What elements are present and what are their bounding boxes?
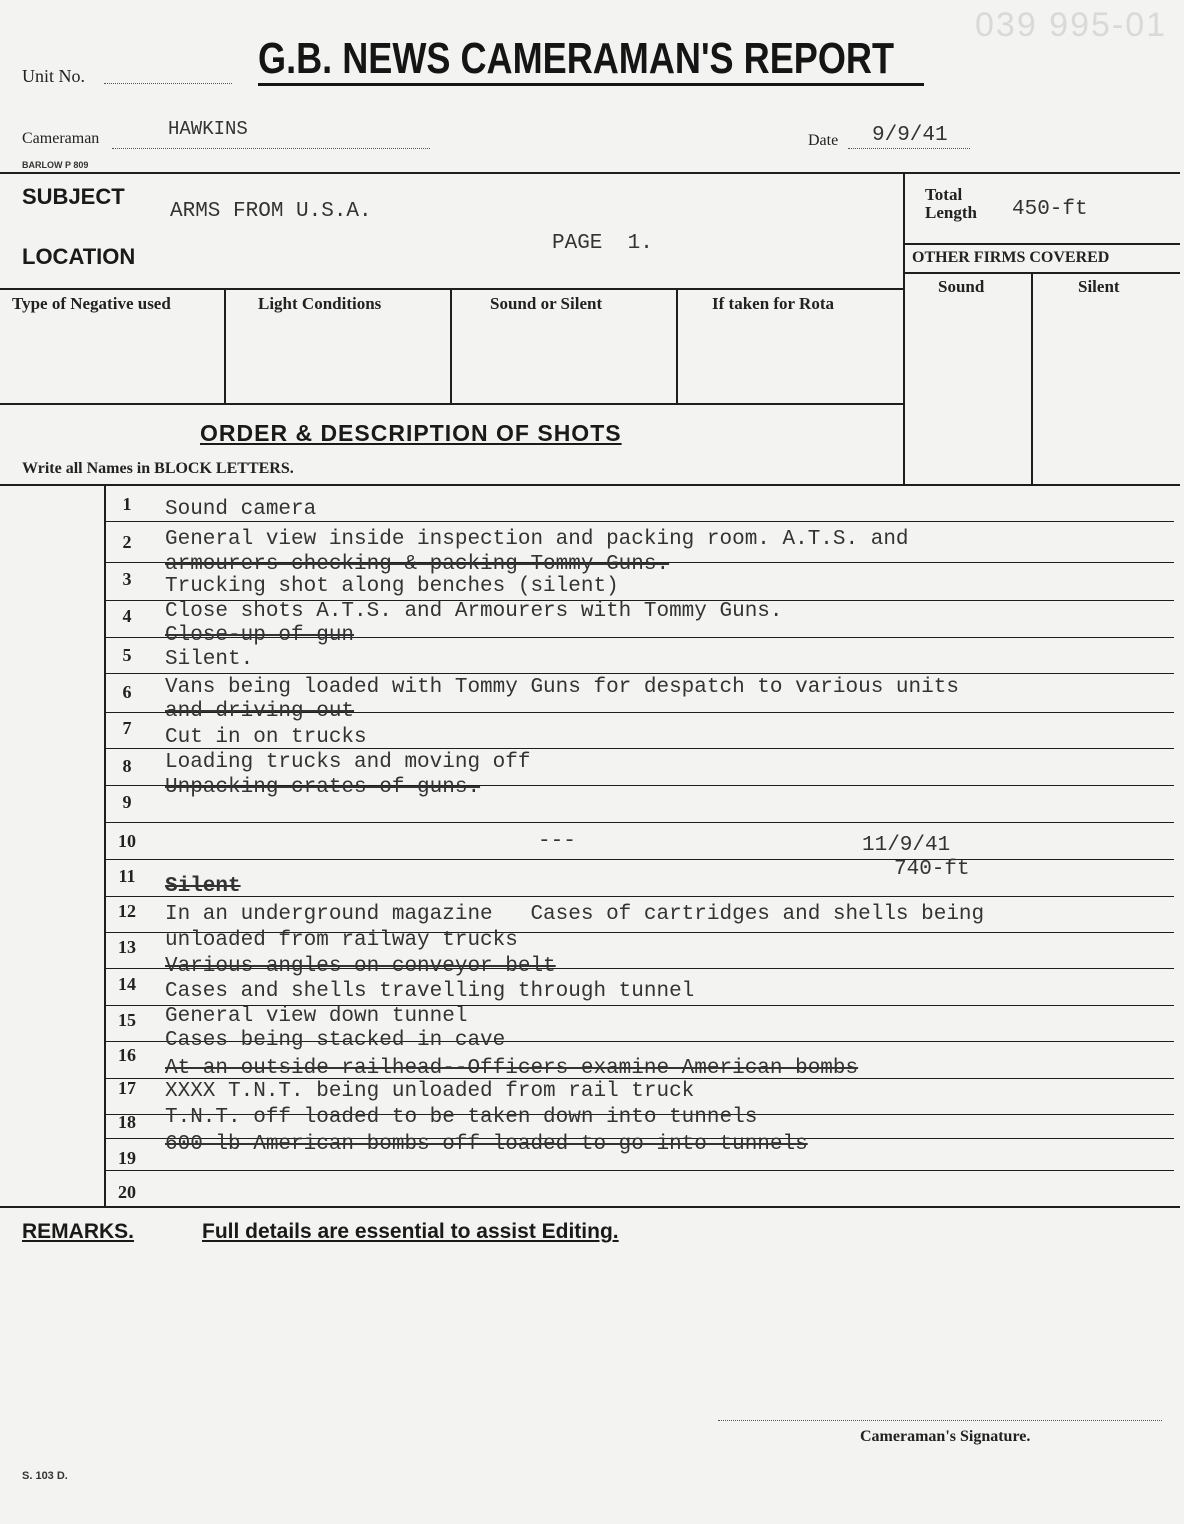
- shot-text: Close shots A.T.S. and Armourers with Tommy Guns.: [165, 600, 783, 623]
- row-number: 1: [122, 494, 132, 514]
- shot-text-overflow: Close-up of gun: [165, 624, 355, 647]
- frame-top-line: [0, 172, 1180, 174]
- page-title: G.B. NEWS CAMERAMAN'S REPORT: [258, 34, 894, 83]
- cameraman-value: HAWKINS: [168, 118, 248, 140]
- remarks-label: REMARKS.: [22, 1220, 135, 1243]
- shot-text: Silent.: [165, 648, 254, 671]
- other-silent-label: Silent: [1078, 277, 1120, 296]
- row-number: 18: [118, 1112, 136, 1132]
- page-number: PAGE 1.: [552, 232, 653, 255]
- shot-text: Loading trucks and moving off: [165, 751, 531, 774]
- other-sound-label: Sound: [938, 277, 985, 296]
- row-number: 10: [118, 831, 136, 851]
- other-firms-label: OTHER FIRMS COVERED: [912, 249, 1110, 266]
- shots-bottom-line: [0, 1206, 1180, 1208]
- row-number: 15: [118, 1010, 136, 1030]
- right-panel-line-2: [903, 272, 1180, 274]
- row-number: 8: [122, 756, 132, 776]
- col-negative-label: Type of Negative used: [12, 294, 171, 313]
- shots-top-line: [0, 484, 1180, 486]
- row-number: 16: [118, 1045, 136, 1065]
- row-number: 2: [122, 532, 132, 552]
- row-line: [104, 859, 1174, 860]
- columns-top-line: [0, 288, 904, 290]
- shot-text: General view inside inspection and packing room. A.T.S. and: [165, 528, 909, 551]
- signature-label: Cameraman's Signature.: [860, 1428, 1031, 1445]
- row-number: 4: [122, 606, 132, 626]
- col-divider-2: [450, 288, 452, 404]
- col-divider-1: [224, 288, 226, 404]
- row-line: [104, 1170, 1174, 1171]
- row-line: [104, 822, 1174, 823]
- row-number: 7: [122, 718, 132, 738]
- row-number: 9: [122, 792, 132, 812]
- row-number: 5: [122, 645, 132, 665]
- shot-text: XXXX T.N.T. being unloaded from rail truck: [165, 1080, 695, 1103]
- row-line: [104, 896, 1174, 897]
- shot-text: Cut in on trucks: [165, 726, 367, 749]
- archive-stamp: 039 995-01: [975, 6, 1168, 44]
- row-number: 14: [118, 974, 136, 994]
- shot-text: Trucking shot along benches (silent): [165, 575, 619, 598]
- shot-text: Silent: [165, 875, 241, 898]
- shot-text-overflow: Cases being stacked in cave: [165, 1029, 506, 1052]
- right-panel-col-divider: [1031, 272, 1033, 484]
- row-number: 6: [122, 682, 132, 702]
- signature-line: [718, 1420, 1162, 1421]
- remarks-note: Full details are essential to assist Editing.: [202, 1220, 619, 1243]
- title-underline: [258, 83, 924, 86]
- row-number: 20: [118, 1182, 136, 1202]
- subject-value: ARMS FROM U.S.A.: [170, 200, 372, 223]
- row-number: 19: [118, 1148, 136, 1168]
- row-line: [104, 673, 1174, 674]
- row-number: 12: [118, 901, 136, 921]
- row-number: 17: [118, 1078, 136, 1098]
- shot-text: Sound camera: [165, 498, 317, 521]
- date-line: [848, 148, 970, 149]
- shot-text-overflow: Various angles on conveyor belt: [165, 955, 556, 978]
- row-number: 3: [122, 569, 132, 589]
- cameraman-line: [112, 148, 430, 149]
- shot-text: Vans being loaded with Tommy Guns for despatch to various units: [165, 676, 959, 699]
- shot-text: 600 lb American bombs off loaded to go into tunnels: [165, 1133, 808, 1156]
- date-value: 9/9/41: [872, 124, 948, 147]
- shot-text: unloaded from railway trucks: [165, 929, 518, 952]
- subject-label: SUBJECT: [22, 184, 125, 209]
- shot-text: Unpacking crates of guns.: [165, 776, 481, 799]
- row-number: 13: [118, 937, 136, 957]
- printer-tag: BARLOW P 809: [22, 160, 89, 170]
- unit-no-label: Unit No.: [22, 66, 85, 86]
- date-label: Date: [808, 132, 839, 149]
- location-label: LOCATION: [22, 244, 136, 269]
- second-length: 740-ft: [894, 858, 970, 881]
- total-length-label: Total Length: [925, 185, 977, 222]
- cameraman-label: Cameraman: [22, 130, 100, 147]
- right-panel-divider: [903, 172, 905, 484]
- col-divider-3: [676, 288, 678, 404]
- row-number: 11: [118, 866, 136, 886]
- block-letters-instruction: Write all Names in BLOCK LETTERS.: [22, 460, 294, 477]
- col-light-label: Light Conditions: [258, 294, 382, 313]
- total-length-value: 450-ft: [1012, 198, 1088, 221]
- col-rota-label: If taken for Rota: [712, 294, 834, 313]
- second-date: 11/9/41: [862, 834, 951, 857]
- form-code: S. 103 D.: [22, 1470, 68, 1482]
- shots-section-title: ORDER & DESCRIPTION OF SHOTS: [200, 420, 622, 446]
- shots-number-column-line: [104, 484, 106, 1208]
- shot-text: T.N.T. off loaded to be taken down into tunnels: [165, 1106, 758, 1129]
- shot-text-overflow: and driving out: [165, 700, 355, 723]
- shot-text: In an underground magazine Cases of cartridges and shells being: [165, 903, 985, 926]
- col-sound-silent-label: Sound or Silent: [490, 294, 603, 313]
- right-panel-line-1: [903, 243, 1180, 245]
- shot-text: At an outside railhead--Officers examine American bombs: [165, 1057, 859, 1080]
- columns-bottom-line: [0, 403, 904, 405]
- shot-text: General view down tunnel: [165, 1005, 468, 1028]
- shot-text-overflow: armourers checking & packing Tommy Guns.: [165, 553, 670, 576]
- shot-text: Cases and shells travelling through tunnel: [165, 980, 695, 1003]
- unit-no-line: [104, 83, 232, 84]
- row-line: [104, 521, 1174, 522]
- shot-text: ---: [538, 830, 576, 853]
